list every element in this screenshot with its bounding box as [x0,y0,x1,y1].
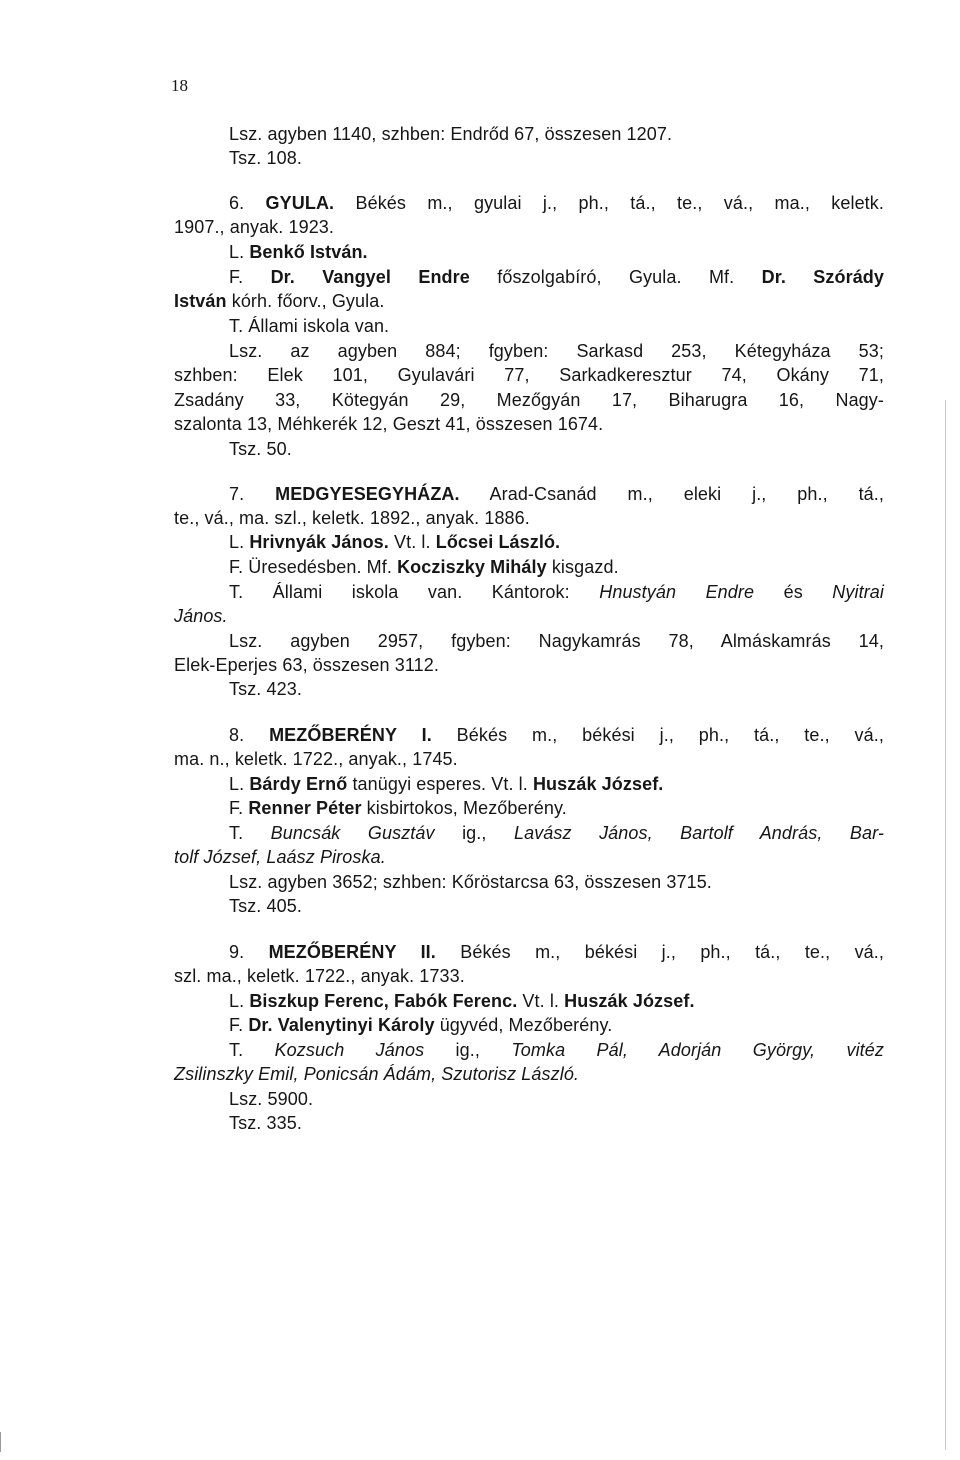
text-run: Tsz. 423. [229,679,302,699]
text-run: 9. [229,942,269,962]
italic-text-run: Tomka Pál, Adorján György, vitéz [511,1040,884,1060]
scan-corner-mark [0,1432,9,1452]
text-run: T. Állami iskola van. [229,316,390,336]
bold-text-run: Dr. Valenytinyi Károly [248,1015,435,1035]
text-run: Zsadány 33, Kötegyán 29, Mezőgyán 17, Biharugra 16, Nagy- [174,390,884,410]
text-run: L. [229,991,250,1011]
text-run: ügyvéd, Mezőberény. [434,1015,613,1035]
text-run: 7. [229,484,276,504]
text-line [229,581,884,603]
text-run: 6. [229,193,266,213]
bold-text-run: István [174,291,227,311]
italic-text-run: Lavász János, Bartolf András, Bar- [513,823,884,843]
text-line [229,773,884,795]
text-run: Arad-Csanád m., eleki j., ph., tá., [459,484,884,504]
text-run: szalonta 13, Méhkerék 12, Geszt 41, összesen 1674. [174,414,604,434]
text-run: ma. n., keletk. 1722., anyak., 1745. [174,749,458,769]
text-run: Tsz. 108. [229,148,302,168]
text-run: F. Üresedésben. Mf. [229,557,398,577]
text-line [174,413,884,435]
text-line [229,531,884,553]
text-line [229,438,884,460]
text-line [174,605,884,627]
text-run: L. [229,532,250,552]
bold-text-run: Biszkup Ferenc, Fabók Ferenc. [249,991,518,1011]
text-run: Békés m., békési j., ph., tá., te., vá., [431,725,884,745]
text-run: 1907., anyak. 1923. [174,217,335,237]
text-line [229,123,884,145]
text-run: Elek-Eperjes 63, összesen 3112. [174,655,439,675]
text-run: ig., [424,1040,512,1060]
text-line [174,364,884,386]
italic-text-run: Buncsák Gusztáv [270,823,435,843]
text-line [229,1014,884,1036]
text-line [229,147,884,169]
bold-text-run: Renner Péter [248,798,362,818]
text-run: Vt. l. [517,991,565,1011]
text-run: 8. [229,725,270,745]
text-line [229,340,884,362]
text-run: Lsz. az agyben 884; fgyben: Sarkasd 253, Kétegyháza 53; [229,341,884,361]
text-line [174,654,884,676]
text-line [174,1063,884,1085]
text-run: Békés m., gyulai j., ph., tá., te., vá., ma., keletk. [334,193,884,213]
bold-text-run: Hrivnyák János. [249,532,389,552]
text-line [229,941,884,963]
text-run: Békés m., békési j., ph., tá., te., vá., [435,942,884,962]
italic-text-run: Nyitrai [832,582,884,602]
italic-text-run: tolf József, Laász Piroska. [174,847,386,867]
bold-text-run: MEDGYESEGYHÁZA. [275,484,460,504]
bold-text-run: MEZŐBERÉNY II. [268,942,436,962]
text-line [229,1039,884,1061]
bold-text-run: MEZŐBERÉNY I. [269,725,432,745]
text-run: L. [229,242,250,262]
bold-text-run: Dr. Szórády [761,267,885,287]
bold-text-run: Huszák József. [564,991,695,1011]
text-line [229,266,884,288]
text-run: Vt. l. [388,532,436,552]
text-line [229,630,884,652]
text-line [229,1112,884,1134]
italic-text-run: János. [174,606,228,626]
text-run: Lsz. agyben 1140, szhben: Endrőd 67, összesen 1207. [229,124,673,144]
text-run: Tsz. 50. [229,439,292,459]
page-number: 18 [171,76,188,95]
text-line [174,290,884,312]
text-run: kórh. főorv., Gyula. [226,291,385,311]
text-line [174,389,884,411]
text-run: Tsz. 405. [229,896,302,916]
text-run: kisbirtokos, Mezőberény. [361,798,567,818]
text-line [174,846,884,868]
text-line [229,315,884,337]
text-line [229,192,884,214]
text-run: és [754,582,833,602]
bold-text-run: Huszák József. [532,774,664,794]
italic-text-run: Hnustyán Endre [599,582,755,602]
italic-text-run: Kozsuch János [274,1040,425,1060]
scan-edge-line [945,400,946,1450]
bold-text-run: Benkő István. [249,242,368,262]
text-line [174,507,884,529]
text-run: T. [229,823,271,843]
text-run: F. [229,1015,249,1035]
text-run: F. [229,267,271,287]
text-run: L. [229,774,250,794]
text-run: T. Állami iskola van. Kántorok: [229,582,600,602]
text-line [229,483,884,505]
text-line [174,216,884,238]
text-run: F. [229,798,249,818]
text-line [229,556,884,578]
text-line [174,748,884,770]
text-line [229,241,884,263]
text-run: Tsz. 335. [229,1113,302,1133]
text-run: szl. ma., keletk. 1722., anyak. 1733. [174,966,465,986]
text-run: kisgazd. [546,557,619,577]
bold-text-run: Dr. Vangyel Endre [270,267,470,287]
bold-text-run: Lőcsei László. [435,532,561,552]
text-run: szhben: Elek 101, Gyulavári 77, Sarkadkeresztur 74, Okány 71, [174,365,884,385]
bold-text-run: Kocziszky Mihály [397,557,547,577]
text-run: főszolgabíró, Gyula. Mf. [469,267,762,287]
text-run: te., vá., ma. szl., keletk. 1892., anyak. 1886. [174,508,530,528]
text-line [229,1088,884,1110]
text-run: Lsz. agyben 3652; szhben: Kőröstarcsa 63, összesen 3715. [229,872,712,892]
text-line [174,965,884,987]
text-line [229,797,884,819]
text-run: tanügyi esperes. Vt. l. [347,774,533,794]
text-line [229,871,884,893]
text-run: T. [229,1040,275,1060]
text-run: Lsz. 5900. [229,1089,314,1109]
text-line [229,895,884,917]
text-line [229,678,884,700]
italic-text-run: Zsilinszky Emil, Ponicsán Ádám, Szutorisz László. [174,1064,580,1084]
text-run: ig., [434,823,514,843]
text-line [229,990,884,1012]
bold-text-run: GYULA. [265,193,335,213]
text-line [229,724,884,746]
bold-text-run: Bárdy Ernő [249,774,348,794]
text-line [229,822,884,844]
text-run: Lsz. agyben 2957, fgyben: Nagykamrás 78, Almáskamrás 14, [229,631,884,651]
